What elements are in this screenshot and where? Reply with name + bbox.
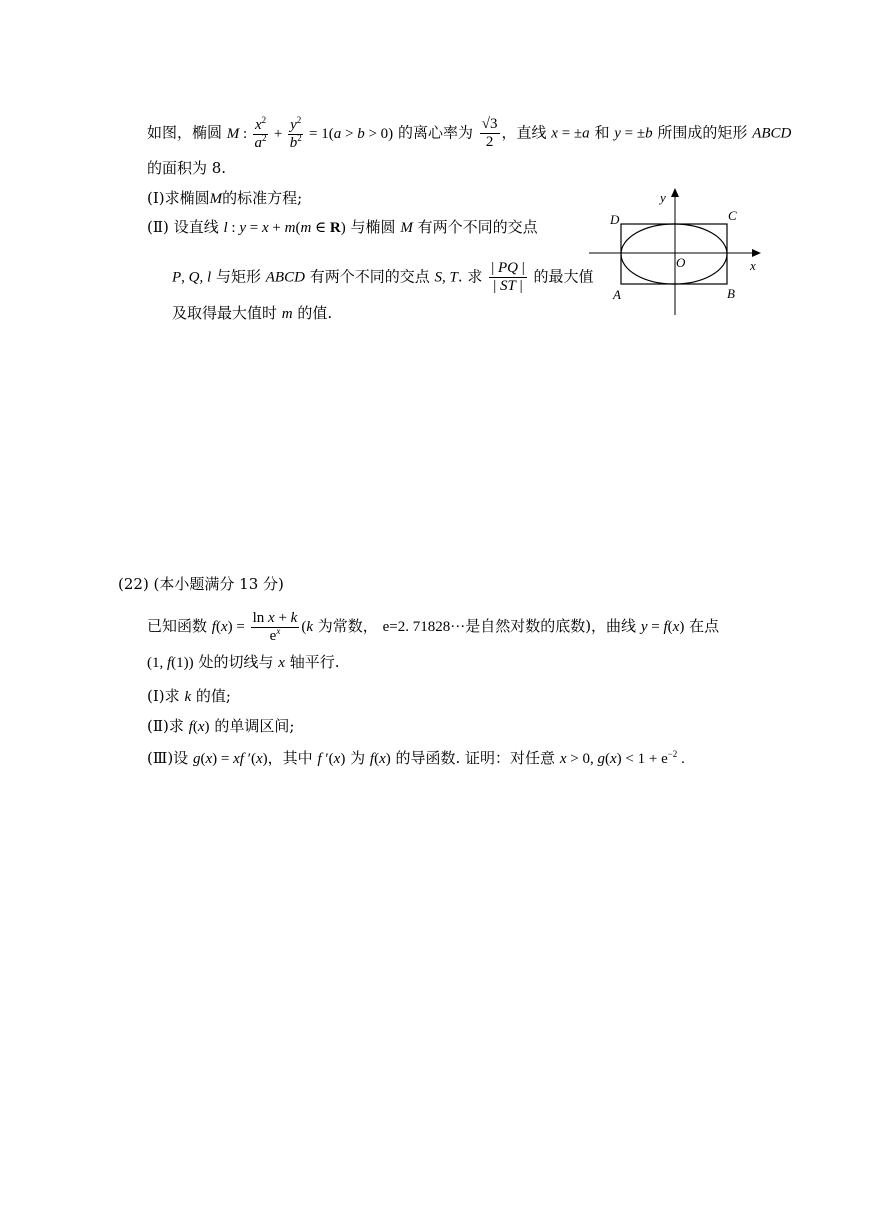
points-PQ-l: P, Q, l: [172, 269, 212, 286]
q22-part3-text-b: ，其中: [267, 749, 313, 767]
q22-part1: [147, 686, 231, 707]
ellipse-figure: [585, 185, 765, 320]
q21-part2-line3: [172, 303, 332, 324]
fraction-lnx-k-over-ex: $\frac{\text{ln x + k}}{e^x}$: [252, 610, 298, 644]
var-m: m: [281, 306, 293, 322]
ellipse-figure-svg: [585, 185, 765, 320]
line-l-equation: l : y = x + m(m ∈ R): [223, 220, 346, 236]
q22-tangent-line: [147, 652, 339, 673]
var-x-axis: x: [278, 655, 285, 671]
function-fx: f(x): [188, 719, 210, 735]
q21-intro-text-b: 的离心率为: [397, 123, 473, 142]
e-value: e=2. 71828···: [382, 618, 466, 635]
q22-part3-text-a: 设: [173, 749, 189, 767]
q22-intro-text-d: 在点: [689, 616, 720, 635]
point-1-f1: (1, f(1)): [147, 655, 194, 671]
line-y-pm-b: y = ±b: [614, 125, 653, 142]
q21-part2-text-d: 与矩形: [215, 267, 261, 286]
points-ST: S, T: [434, 269, 458, 286]
q21-intro-text-a: 如图，椭圆: [147, 123, 223, 142]
q21-part2-text-b: 与椭圆: [350, 218, 396, 236]
label-x: x: [750, 258, 756, 273]
q22-part3-mark: (Ⅲ): [147, 749, 174, 767]
label-y: y: [660, 190, 666, 205]
rect-name-2: ABCD: [265, 269, 305, 286]
q22-part3: [147, 748, 685, 769]
var-M: M: [209, 191, 223, 207]
q22-part2: [147, 716, 294, 737]
label-A: A: [613, 287, 621, 302]
q22-header: (22) (本小题满分 13 分): [118, 575, 284, 593]
q22-part2-text: 求: [168, 717, 184, 735]
var-M-2: M: [400, 220, 413, 236]
q21-part2-text-a: 设直线: [173, 218, 219, 236]
q21-part1-end: 的标准方程;: [222, 189, 303, 207]
q21-part1-text: 求椭圆: [164, 189, 210, 207]
q22-part1-end: 的值;: [195, 687, 231, 705]
fraction-x2-a2: $\frac{x^2}{a^2}$: [254, 114, 267, 151]
function-f-definition: f(x) = $\frac{\text{ln x + k}}{e^x}$ (k: [211, 610, 314, 644]
q21-area-line: 的面积为 8.: [147, 159, 227, 177]
var-k: k: [184, 689, 192, 705]
label-C: C: [728, 208, 737, 223]
q21-intro-text-e: 所围成的矩形: [657, 123, 748, 142]
q22-part1-text: 求: [164, 687, 180, 705]
q22-part2-end: 的单调区间;: [214, 717, 295, 735]
q21-part2-text-g: 的最大值: [533, 267, 594, 286]
q21-part2-text-c: 有两个不同的交点: [417, 218, 538, 236]
q22-part3-text-c: 为: [350, 749, 366, 767]
ellipse-M: [621, 224, 727, 284]
q22-part3-text-d: 的导函数. 证明：对任意: [395, 749, 556, 767]
q22-intro-text-c: 是自然对数的底数)，曲线: [465, 616, 637, 635]
q21-intro-line: [147, 116, 791, 152]
function-g-definition: g(x) = xf ′(x): [192, 751, 268, 767]
rect-name: ABCD: [752, 125, 792, 142]
q21-part2-mark: (Ⅱ): [147, 218, 169, 236]
q21-part2-line2: [172, 260, 594, 295]
q21-part2-line1: [147, 217, 538, 238]
inequality-statement: x > 0, $g(x) < 1 + e^{-2}$ .: [559, 749, 685, 767]
q21-part1-mark: (Ⅰ): [147, 189, 165, 207]
line-x-pm-a: x = ±a: [551, 125, 590, 142]
q21-part1: [147, 188, 302, 209]
x-axis-arrow: [752, 249, 761, 257]
q22-intro-text-b: 为常数，: [317, 616, 378, 635]
eccentricity-fraction: $\frac{√3}{2}$: [481, 116, 498, 150]
q21-part2-text-f: . 求: [457, 267, 483, 286]
q22-tangent-text: 处的切线与: [198, 653, 274, 671]
label-O: O: [676, 255, 686, 270]
q22-part1-mark: (Ⅰ): [147, 687, 165, 705]
fraction-y2-b2: $\frac{y^2}{b^2}$: [289, 114, 302, 151]
derivative-f-prime: f ′(x): [317, 751, 346, 767]
q21-part2-text-e: 有两个不同的交点: [309, 267, 430, 286]
y-axis-arrow: [671, 188, 679, 197]
label-B: B: [727, 286, 735, 301]
q22-intro-line: [147, 610, 719, 645]
q22-part2-mark: (Ⅱ): [147, 717, 169, 735]
q21-intro-text-d: 和: [594, 123, 610, 142]
function-fx-2: f(x): [369, 751, 391, 767]
q22-intro-text-a: 已知函数: [147, 616, 208, 635]
ratio-PQ-ST: $\frac{| PQ |}{| ST |}$: [491, 260, 525, 294]
label-D: D: [610, 212, 620, 227]
q21-part2-text-h: 及取得最大值时: [172, 304, 278, 322]
q21-intro-text-c: ，直线: [501, 123, 547, 142]
q22-tangent-text-2: 轴平行.: [289, 653, 340, 671]
ellipse-equation: M : $\frac{x^2}{a^2}$ + $\frac{y^2}{b^2}$ = 1(a > b > 0): [226, 114, 394, 151]
curve-y-fx: y = f(x): [640, 618, 685, 635]
q21-part2-text-i: 的值.: [297, 304, 333, 322]
